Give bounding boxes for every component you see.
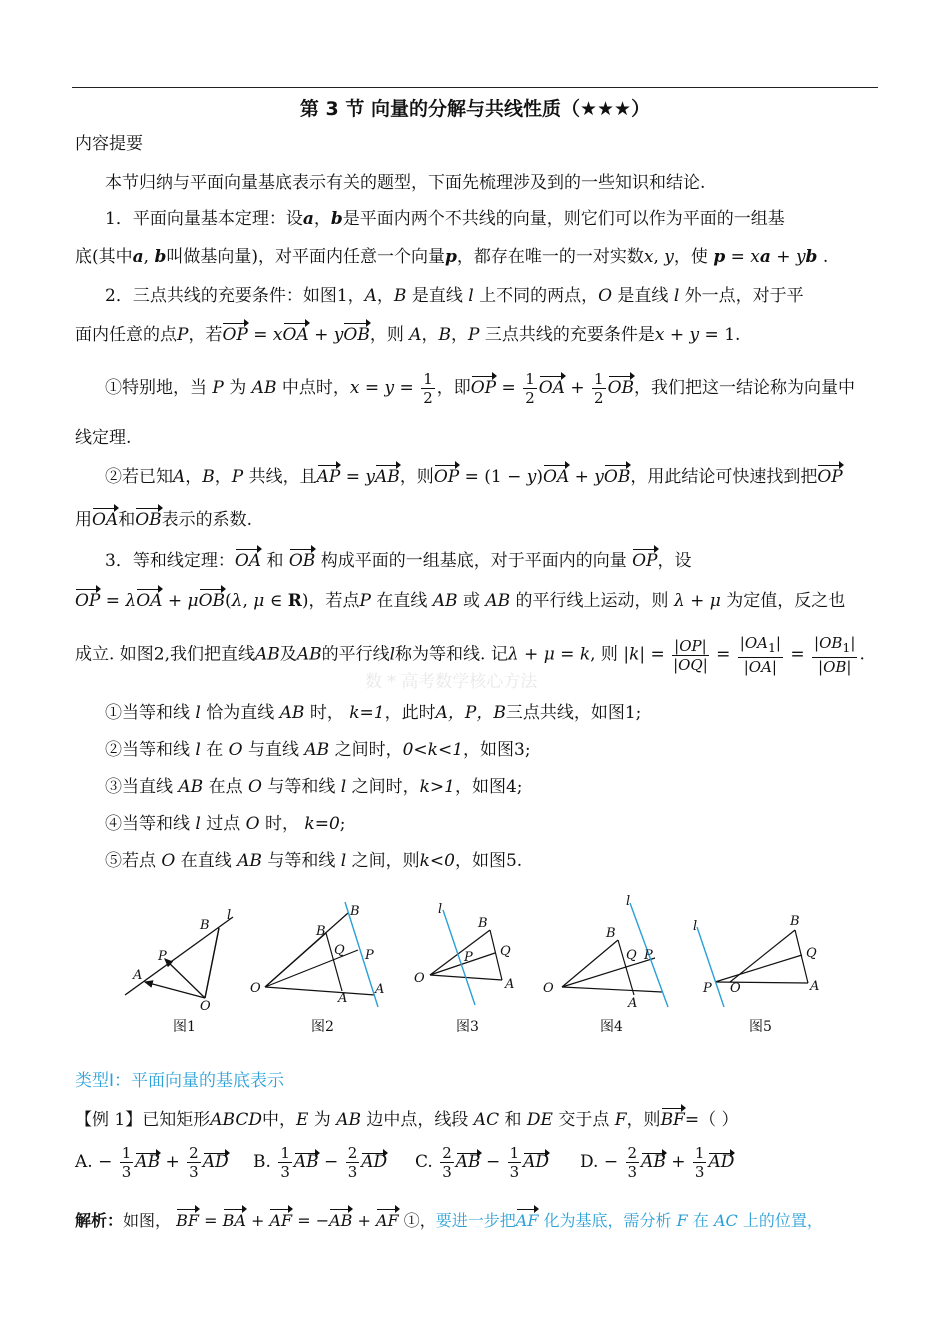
figure-1-caption: 图1 [173, 1019, 196, 1035]
theorem-3-line-1: 3．等和线定理：OA 和 OB 构成平面的一组基底，对于平面内的向量 OP，设 [105, 548, 910, 574]
svg-text:A: A [810, 979, 820, 994]
svg-text:B: B [790, 914, 800, 929]
theorem-2-line-1: 2．三点共线的充要条件：如图1，A，B 是直线 l 上不同的两点，O 是直线 l 外一点，对于平 [105, 286, 804, 306]
svg-text:O: O [250, 981, 261, 996]
svg-text:B: B [478, 916, 488, 931]
svg-text:P: P [464, 950, 473, 965]
svg-text:Q: Q [334, 943, 345, 958]
case-5: ⑤若点 O 在直线 AB 与等和线 l 之间，则k<0，如图5. [105, 851, 523, 871]
svg-text:l: l [438, 902, 443, 917]
theorem-1-line-1: 1．平面向量基本定理：设a，b是平面内两个不共线的向量，则它们可以作为平面的一组基 [105, 209, 785, 229]
svg-text:O: O [730, 981, 741, 996]
figure-3-caption: 图3 [456, 1019, 479, 1035]
special-case-1-line-2: 线定理. [75, 428, 132, 448]
option-a[interactable]: A. − $\frac{1}{3}$ AB + $\frac{2}{3}$ AD [75, 1144, 229, 1181]
theorem-2-line-2: 面内任意的点P，若OP = xOA + yOB，则 A，B，P 三点共线的充要条件是x + y = 1. [75, 322, 880, 348]
special-case-2-line-2: 用OA和OB表示的系数. [75, 507, 880, 533]
figure-5 [715, 930, 808, 983]
type-heading: 类型Ⅰ：平面向量的基底表示 [75, 1071, 285, 1091]
option-b[interactable]: B. $\frac{1}{3}$ AB − $\frac{2}{3}$ AD [253, 1144, 388, 1181]
solution: 解析：如图， BF = BA + AF = −AB + AF ①，要进一步把AF 化为基底，需分析 F 在 AC 上的位置， [75, 1208, 880, 1234]
watermark: 数 * 高考数学核心方法 [365, 672, 538, 692]
svg-text:l: l [227, 908, 232, 923]
example-1: 【例 1】已知矩形ABCD中，E 为 AB 边中点，线段 AC 和 DE 交于点 F，则BF=（ ） [75, 1107, 880, 1133]
svg-text:O: O [543, 981, 554, 996]
theorem-3-line-2: OP = λOA + μOB(λ, μ ∈ R)，若点P 在直线 AB 或 AB 的平行线上运动，则 λ + μ 为定值，反之也 [75, 588, 880, 614]
figure-4-caption: 图4 [600, 1019, 623, 1035]
svg-text:A: A [338, 991, 348, 1006]
case-4: ④当等和线 l 过点 O 时， k=0; [105, 814, 346, 834]
option-c[interactable]: C. $\frac{2}{3}$ AB − $\frac{1}{3}$ AD [415, 1144, 550, 1181]
svg-text:O: O [200, 999, 211, 1014]
svg-text:P: P [644, 948, 653, 963]
figure-5-caption: 图5 [749, 1019, 772, 1035]
svg-text:B: B [606, 926, 616, 941]
intro-text: 本节归纳与平面向量基底表示有关的题型，下面先梳理涉及到的一些知识和结论. [105, 173, 706, 193]
svg-text:Q: Q [500, 944, 511, 959]
svg-text:A: A [133, 968, 143, 983]
section-heading: 内容提要 [75, 134, 143, 154]
theorem-3-line-3: 成立. 如图2,我们把直线AB及AB的平行线l称为等和线. 记λ + μ = k, 则 |k| = $\frac{|OP|}{|OQ|}$ = $\frac{|OA_1|}{|OA|}$ = $\frac{|OB_1|}{|OB|}$ . [75, 634, 865, 676]
svg-text:O: O [414, 971, 425, 986]
svg-text:A: A [628, 996, 638, 1011]
option-d[interactable]: D. − $\frac{2}{3}$ AB + $\frac{1}{3}$ AD [580, 1144, 735, 1181]
figure-1 [125, 917, 233, 998]
figure-2-caption: 图2 [311, 1019, 334, 1035]
page-title: 第 3 节 向量的分解与共线性质（★★★） [299, 98, 651, 120]
case-3: ③当直线 AB 在点 O 与等和线 l 之间时，k>1，如图4; [105, 777, 523, 797]
svg-text:A: A [375, 982, 385, 997]
top-rule [72, 87, 878, 88]
svg-text:l: l [693, 919, 698, 934]
svg-text:B: B [316, 924, 326, 939]
svg-text:P: P [703, 981, 712, 996]
svg-text:P: P [158, 949, 167, 964]
svg-text:B: B [350, 904, 360, 919]
case-1: ①当等和线 l 恰为直线 AB 时， k=1，此时A，P，B三点共线，如图1; [105, 703, 642, 723]
svg-text:A: A [505, 977, 515, 992]
theorem-1-line-2: 底(其中a, b叫做基向量)，对平面内任意一个向量p，都存在唯一的一对实数x, y，使 p = xa + yb . [75, 247, 829, 267]
figures [0, 895, 950, 1015]
svg-text:Q: Q [626, 948, 637, 963]
special-case-2-line-1: ②若已知A，B，P 共线，且AP = yAB，则OP = (1 − y)OA + yOB，用此结论可快速找到把OP [105, 464, 910, 490]
svg-text:Q: Q [806, 946, 817, 961]
special-case-1-line-1: ①特别地，当 P 为 AB 中点时，x = y = $\frac{1}{2}$ ，即OP = $\frac{1}{2}$ OA + $\frac{1}{2}$ OB，我们把这一结论称为向量中 [105, 370, 855, 407]
svg-text:l: l [626, 895, 631, 909]
svg-text:B: B [200, 918, 210, 933]
svg-text:P: P [365, 948, 374, 963]
case-2: ②当等和线 l 在 O 与直线 AB 之间时，0<k<1，如图3; [105, 740, 531, 760]
